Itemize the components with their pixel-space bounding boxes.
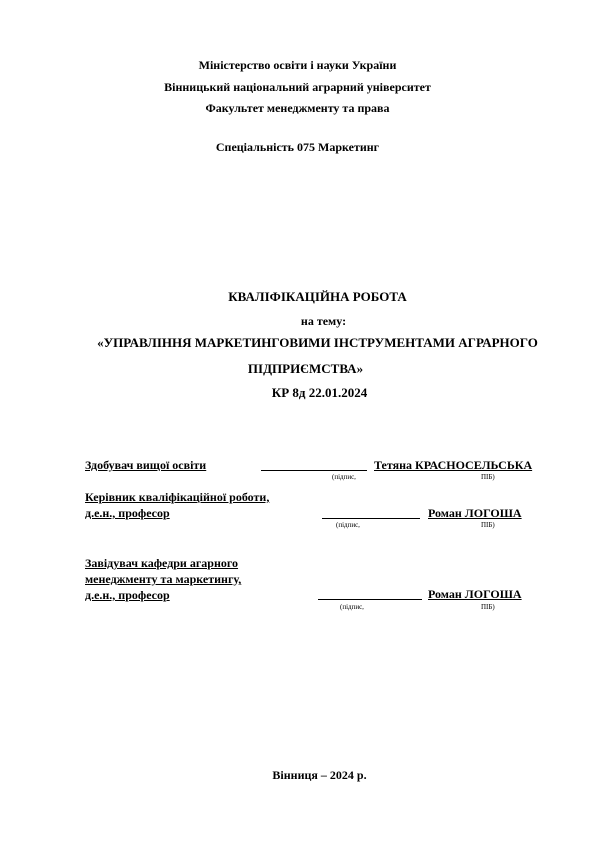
supervisor-sign-hint: (підпис, xyxy=(336,521,360,529)
supervisor-name-hint: ПІБ) xyxy=(481,521,495,529)
student-sign-hint: (підпис, xyxy=(332,473,356,481)
document-type: КВАЛІФІКАЦІЙНА РОБОТА xyxy=(228,289,407,304)
head-role-line-2: менеджменту та маркетингу, xyxy=(85,572,242,586)
head-name-hint: ПІБ) xyxy=(481,603,495,611)
supervisor-signature-line xyxy=(322,518,420,519)
head-sign-hint: (підпис, xyxy=(340,603,364,611)
city-year: Вінниця – 2024 р. xyxy=(272,768,367,782)
topic-line-2: ПІДПРИЄМСТВА» xyxy=(247,361,364,376)
specialty-line: Спеціальність 075 Маркетинг xyxy=(215,140,380,154)
on-topic-label: на тему: xyxy=(300,314,347,328)
student-name: Тетяна КРАСНОСЕЛЬСЬКА xyxy=(374,458,533,472)
head-role-line-3: д.е.н., професор xyxy=(85,588,170,602)
student-name-hint: ПІБ) xyxy=(481,473,495,481)
supervisor-name: Роман ЛОГОША xyxy=(428,506,522,520)
document-code: КР 8д 22.01.2024 xyxy=(271,385,368,400)
university-line: Вінницький національний аграрний університет xyxy=(164,80,431,94)
topic-line-1: «УПРАВЛІННЯ МАРКЕТИНГОВИМИ ІНСТРУМЕНТАМИ АГРАРНОГО xyxy=(97,335,538,350)
student-signature-line xyxy=(261,470,367,471)
faculty-line: Факультет менеджменту та права xyxy=(205,101,390,115)
supervisor-role-line-2: д.е.н., професор xyxy=(85,506,170,520)
supervisor-role-line-1: Керівник кваліфікаційної роботи, xyxy=(85,490,270,504)
head-name: Роман ЛОГОША xyxy=(428,587,522,601)
head-signature-line xyxy=(318,599,422,600)
student-role: Здобувач вищої освіти xyxy=(85,458,207,472)
ministry-line: Міністерство освіти і науки України xyxy=(198,58,397,72)
head-role-line-1: Завідувач кафедри агарного xyxy=(85,556,239,570)
